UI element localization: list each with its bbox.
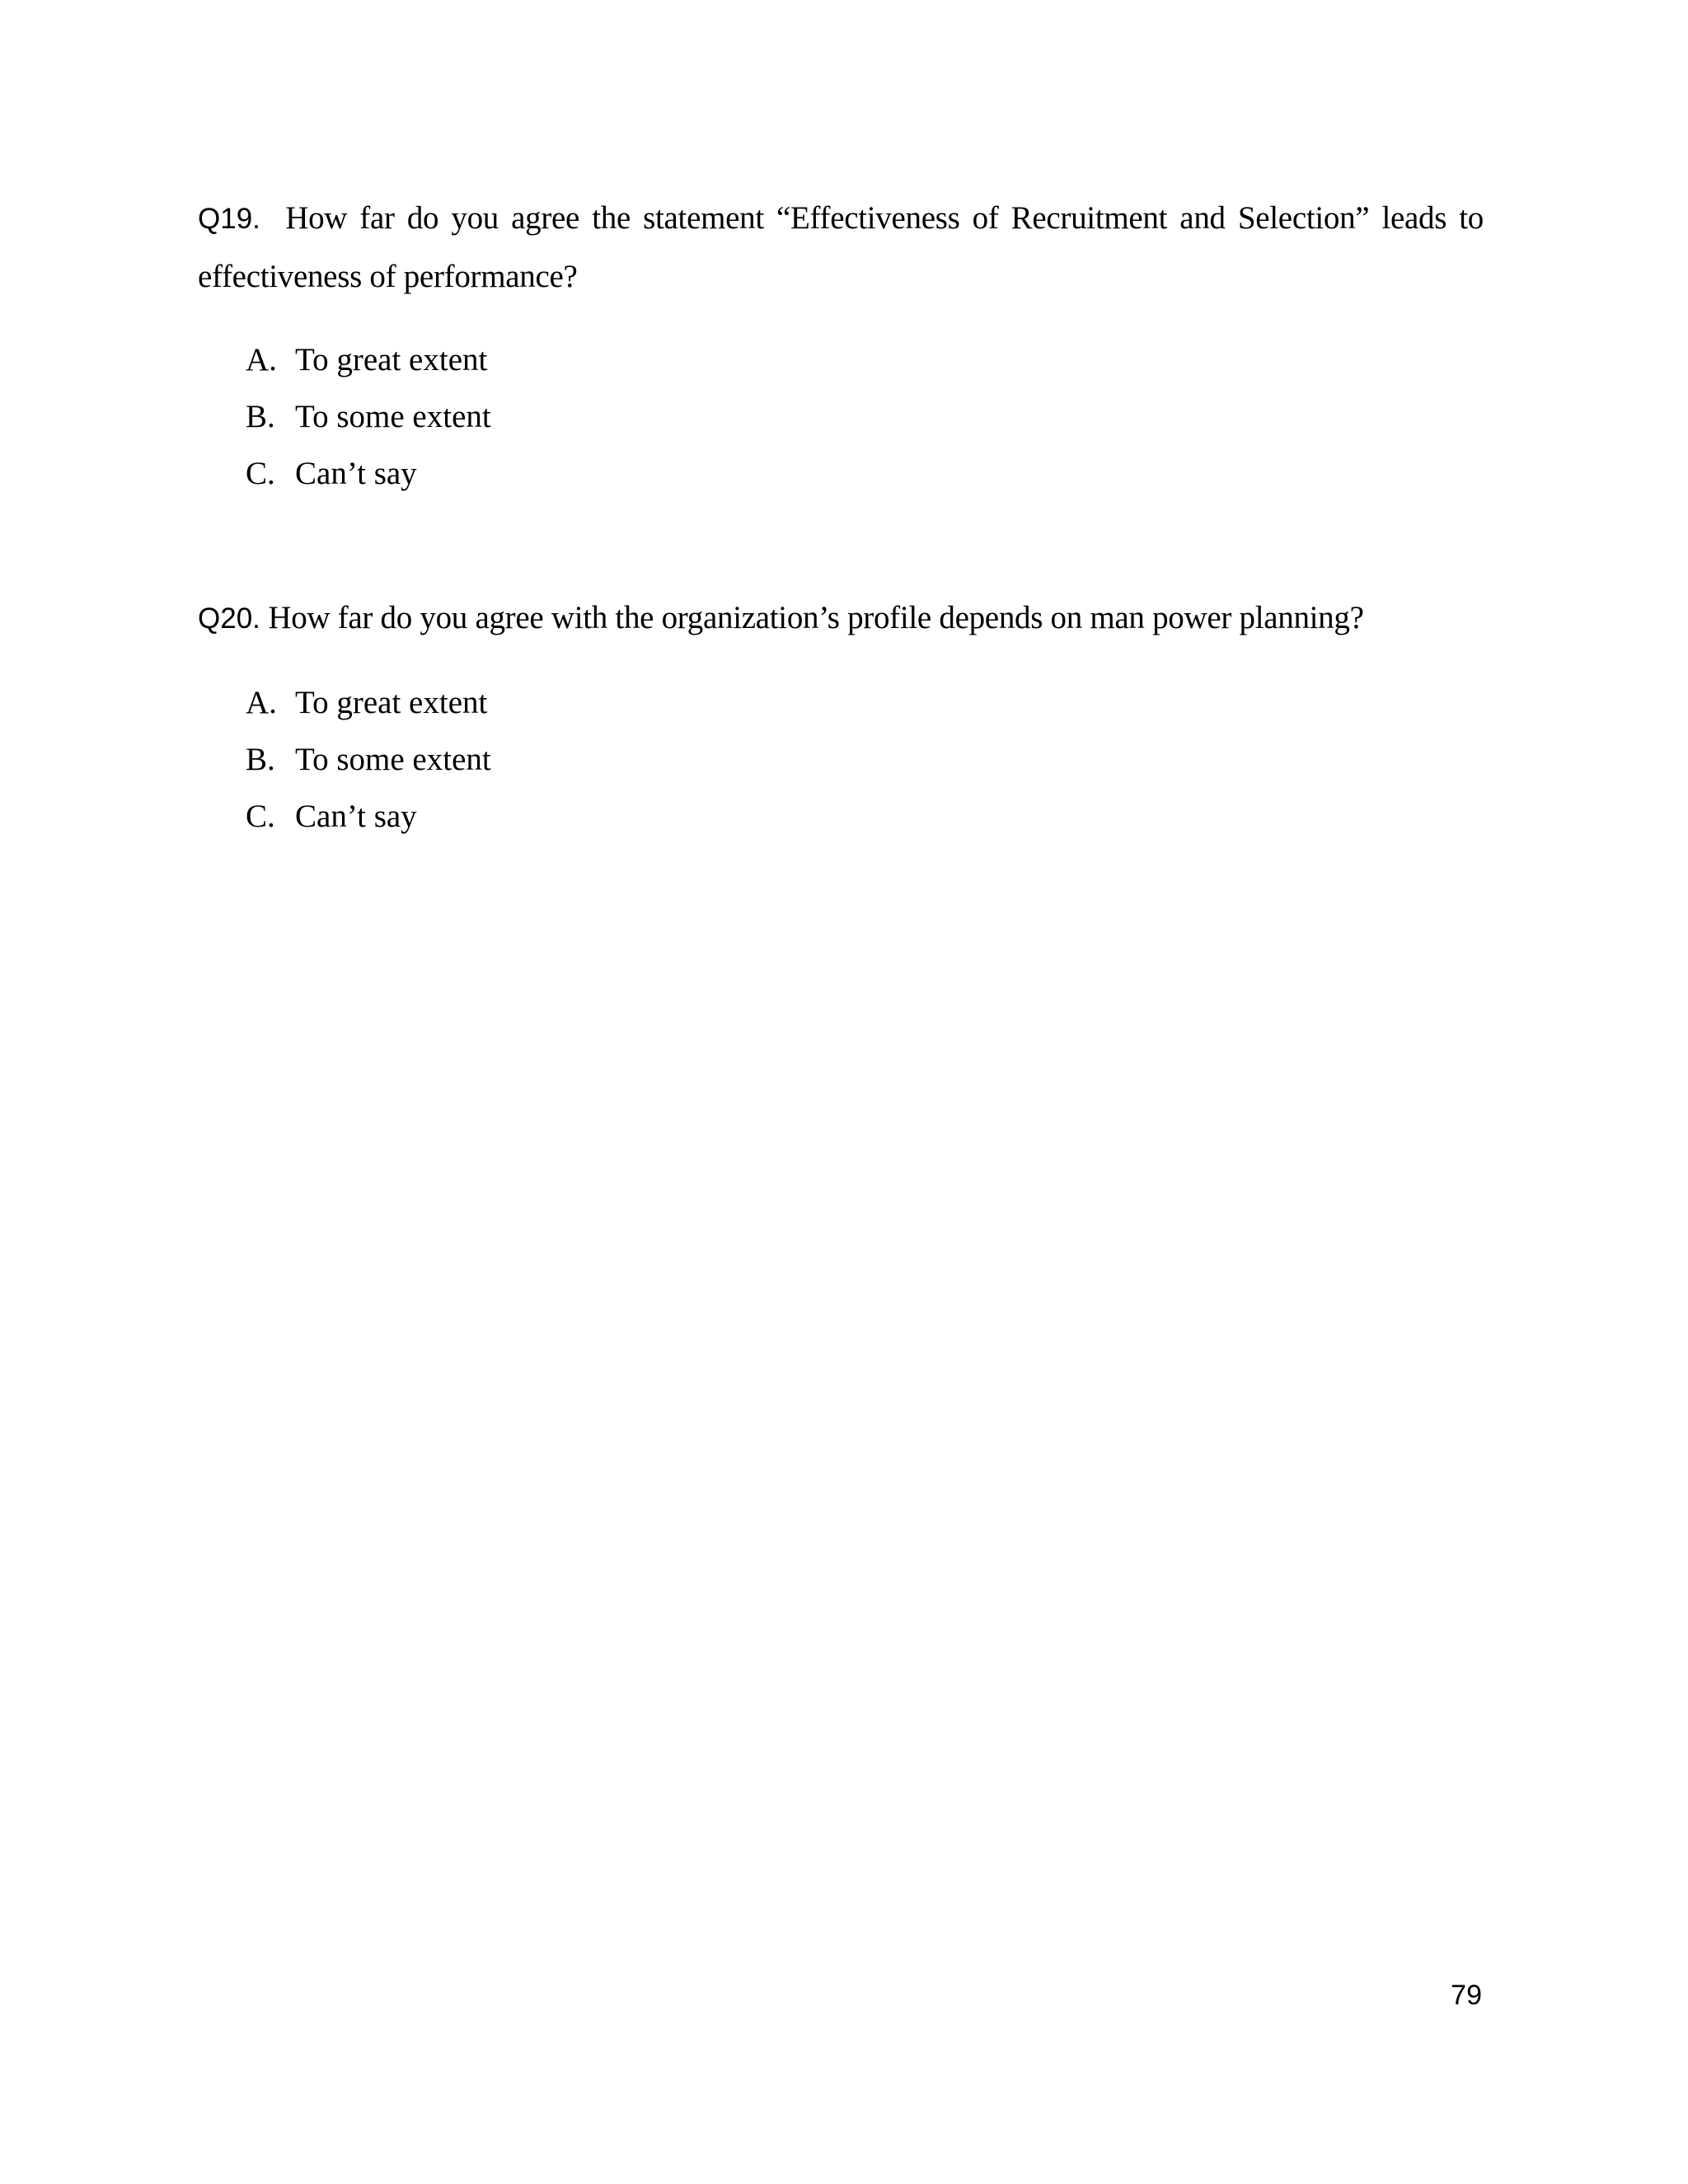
- option-letter: C.: [246, 456, 275, 491]
- answer-options-q19: [246, 331, 491, 502]
- question-text: How far do you agree with the organization’s profile depends on man power planning?: [268, 600, 1364, 635]
- answer-option: [246, 674, 491, 731]
- option-letter: B.: [246, 742, 275, 777]
- option-letter: A.: [246, 342, 277, 377]
- option-label: To great extent: [295, 685, 488, 720]
- question-20: [198, 589, 1484, 648]
- question-number: Q20.: [198, 602, 260, 635]
- answer-option: [246, 331, 491, 388]
- answer-option: [246, 731, 491, 788]
- option-label: Can’t say: [295, 799, 417, 834]
- option-letter: C.: [246, 799, 275, 834]
- answer-options-q20: [246, 674, 491, 845]
- question-19: [198, 190, 1484, 306]
- option-letter: B.: [246, 399, 275, 434]
- question-number: Q19.: [198, 203, 260, 235]
- option-letter: A.: [246, 685, 277, 720]
- answer-option: [246, 388, 491, 445]
- question-text: How far do you agree the statement “Effectiveness of Recruitment and Selection” leads to effectiveness of performance?: [198, 200, 1484, 294]
- option-label: To great extent: [295, 342, 488, 377]
- answer-option: [246, 445, 491, 502]
- option-label: To some extent: [295, 399, 491, 434]
- option-label: To some extent: [295, 742, 491, 777]
- option-label: Can’t say: [295, 456, 417, 491]
- page-number: 79: [1451, 1980, 1482, 2011]
- answer-option: [246, 788, 491, 845]
